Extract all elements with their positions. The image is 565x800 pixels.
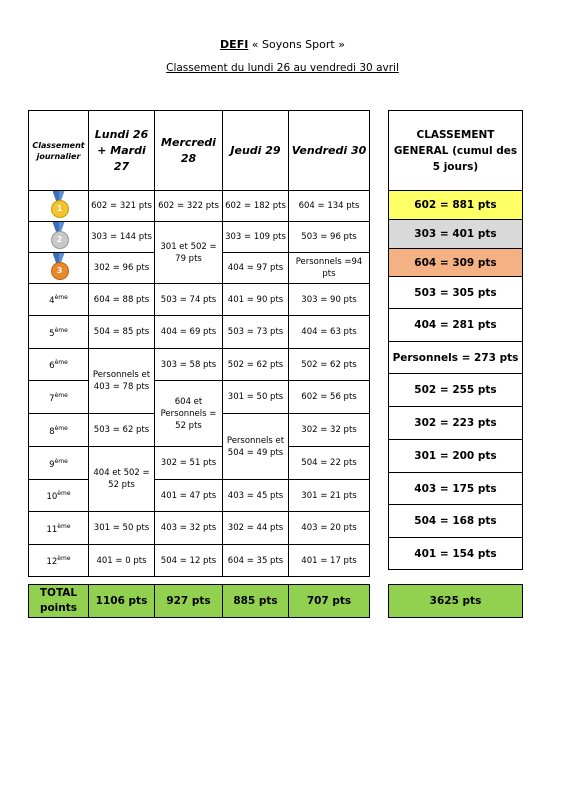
cell-r8-jeudi: Personnels et 504 = 49 pts — [223, 414, 289, 480]
cell-r9-vendredi: 504 = 22 pts — [289, 447, 370, 480]
total-lundi: 1106 pts — [89, 585, 155, 618]
total-mercredi: 927 pts — [155, 585, 223, 618]
general-header: CLASSEMENT GENERAL (cumul des 5 jours) — [389, 111, 523, 191]
general-row-12: 401 = 154 pts — [389, 538, 523, 570]
gold-medal-icon: 1 — [50, 191, 68, 217]
rank-1-cell — [29, 191, 89, 222]
cell-r5-vendredi: 404 = 63 pts — [289, 316, 370, 349]
cell-r1-lundi: 602 = 321 pts — [89, 191, 155, 222]
cell-r2-vendredi: 503 = 96 pts — [289, 222, 370, 253]
daily-ranking-table — [28, 110, 370, 577]
total-label: TOTAL points — [29, 585, 89, 618]
cell-r12-vendredi: 401 = 17 pts — [289, 545, 370, 577]
silver-medal-icon: 2 — [50, 222, 68, 248]
total-table — [28, 584, 370, 618]
rank-12-cell: 12ème — [29, 545, 89, 577]
rank-3-cell — [29, 253, 89, 284]
cell-r9-lundi: 404 et 502 = 52 pts — [89, 447, 155, 512]
document-title — [0, 38, 565, 51]
col-mercredi-header: Mercredi 28 — [155, 111, 223, 191]
cell-r4-jeudi: 401 = 90 pts — [223, 284, 289, 316]
cell-r5-mercredi: 404 = 69 pts — [155, 316, 223, 349]
cell-r4-lundi: 604 = 88 pts — [89, 284, 155, 316]
cell-r8-vendredi: 302 = 32 pts — [289, 414, 370, 447]
general-row-7: 502 = 255 pts — [389, 374, 523, 407]
rank-2-cell — [29, 222, 89, 253]
cell-r4-vendredi: 303 = 90 pts — [289, 284, 370, 316]
total-vendredi: 707 pts — [289, 585, 370, 618]
col-rank-header: Classement journalier — [29, 111, 89, 191]
rank-5-cell: 5ème — [29, 316, 89, 349]
total-jeudi: 885 pts — [223, 585, 289, 618]
general-row-8: 302 = 223 pts — [389, 407, 523, 440]
general-row-4: 503 = 305 pts — [389, 277, 523, 309]
general-row-1: 602 = 881 pts — [389, 191, 523, 220]
general-total-table — [388, 584, 523, 618]
rank-7-cell: 7ème — [29, 381, 89, 414]
general-total: 3625 pts — [389, 585, 523, 618]
cell-r12-jeudi: 604 = 35 pts — [223, 545, 289, 577]
general-row-11: 504 = 168 pts — [389, 505, 523, 538]
cell-r7-vendredi: 602 = 56 pts — [289, 381, 370, 414]
title-bold: DEFI — [220, 38, 249, 51]
cell-r5-lundi: 504 = 85 pts — [89, 316, 155, 349]
cell-r10-mercredi: 401 = 47 pts — [155, 480, 223, 512]
cell-r11-jeudi: 302 = 44 pts — [223, 512, 289, 545]
general-row-6: Personnels = 273 pts — [389, 342, 523, 374]
cell-r3-lundi: 302 = 96 pts — [89, 253, 155, 284]
cell-r3-vendredi: Personnels =94 pts — [289, 253, 370, 284]
cell-r9-mercredi: 302 = 51 pts — [155, 447, 223, 480]
rank-10-cell: 10ème — [29, 480, 89, 512]
cell-r11-mercredi: 403 = 32 pts — [155, 512, 223, 545]
rank-11-cell: 11ème — [29, 512, 89, 545]
general-row-9: 301 = 200 pts — [389, 440, 523, 473]
rank-8-cell: 8ème — [29, 414, 89, 447]
cell-r10-jeudi: 403 = 45 pts — [223, 480, 289, 512]
rank-4-cell: 4ème — [29, 284, 89, 316]
cell-r11-lundi: 301 = 50 pts — [89, 512, 155, 545]
col-lundi-header: Lundi 26 + Mardi 27 — [89, 111, 155, 191]
cell-r12-lundi: 401 = 0 pts — [89, 545, 155, 577]
cell-r6-jeudi: 502 = 62 pts — [223, 349, 289, 381]
general-row-3: 604 = 309 pts — [389, 249, 523, 277]
general-row-10: 403 = 175 pts — [389, 473, 523, 505]
cell-r8-lundi: 503 = 62 pts — [89, 414, 155, 447]
cell-r6-mercredi: 303 = 58 pts — [155, 349, 223, 381]
cell-r10-vendredi: 301 = 21 pts — [289, 480, 370, 512]
cell-r2-jeudi: 303 = 109 pts — [223, 222, 289, 253]
cell-r7-mercredi: 604 et Personnels = 52 pts — [155, 381, 223, 447]
title-rest: « Soyons Sport » — [248, 38, 345, 51]
cell-r6-vendredi: 502 = 62 pts — [289, 349, 370, 381]
cell-r2-mercredi: 301 et 502 = 79 pts — [155, 222, 223, 284]
cell-r1-mercredi: 602 = 322 pts — [155, 191, 223, 222]
cell-r1-jeudi: 602 = 182 pts — [223, 191, 289, 222]
general-row-5: 404 = 281 pts — [389, 309, 523, 342]
col-vendredi-header: Vendredi 30 — [289, 111, 370, 191]
cell-r11-vendredi: 403 = 20 pts — [289, 512, 370, 545]
rank-6-cell: 6ème — [29, 349, 89, 381]
general-row-2: 303 = 401 pts — [389, 220, 523, 249]
cell-r3-jeudi: 404 = 97 pts — [223, 253, 289, 284]
document-subtitle: Classement du lundi 26 au vendredi 30 avril — [166, 62, 399, 74]
cell-r7-jeudi: 301 = 50 pts — [223, 381, 289, 414]
col-jeudi-header: Jeudi 29 — [223, 111, 289, 191]
cell-r5-jeudi: 503 = 73 pts — [223, 316, 289, 349]
general-ranking-table — [388, 110, 523, 570]
cell-r6-lundi: Personnels et 403 = 78 pts — [89, 349, 155, 414]
cell-r12-mercredi: 504 = 12 pts — [155, 545, 223, 577]
cell-r1-vendredi: 604 = 134 pts — [289, 191, 370, 222]
cell-r2-lundi: 303 = 144 pts — [89, 222, 155, 253]
rank-9-cell: 9ème — [29, 447, 89, 480]
cell-r4-mercredi: 503 = 74 pts — [155, 284, 223, 316]
bronze-medal-icon: 3 — [50, 253, 68, 279]
